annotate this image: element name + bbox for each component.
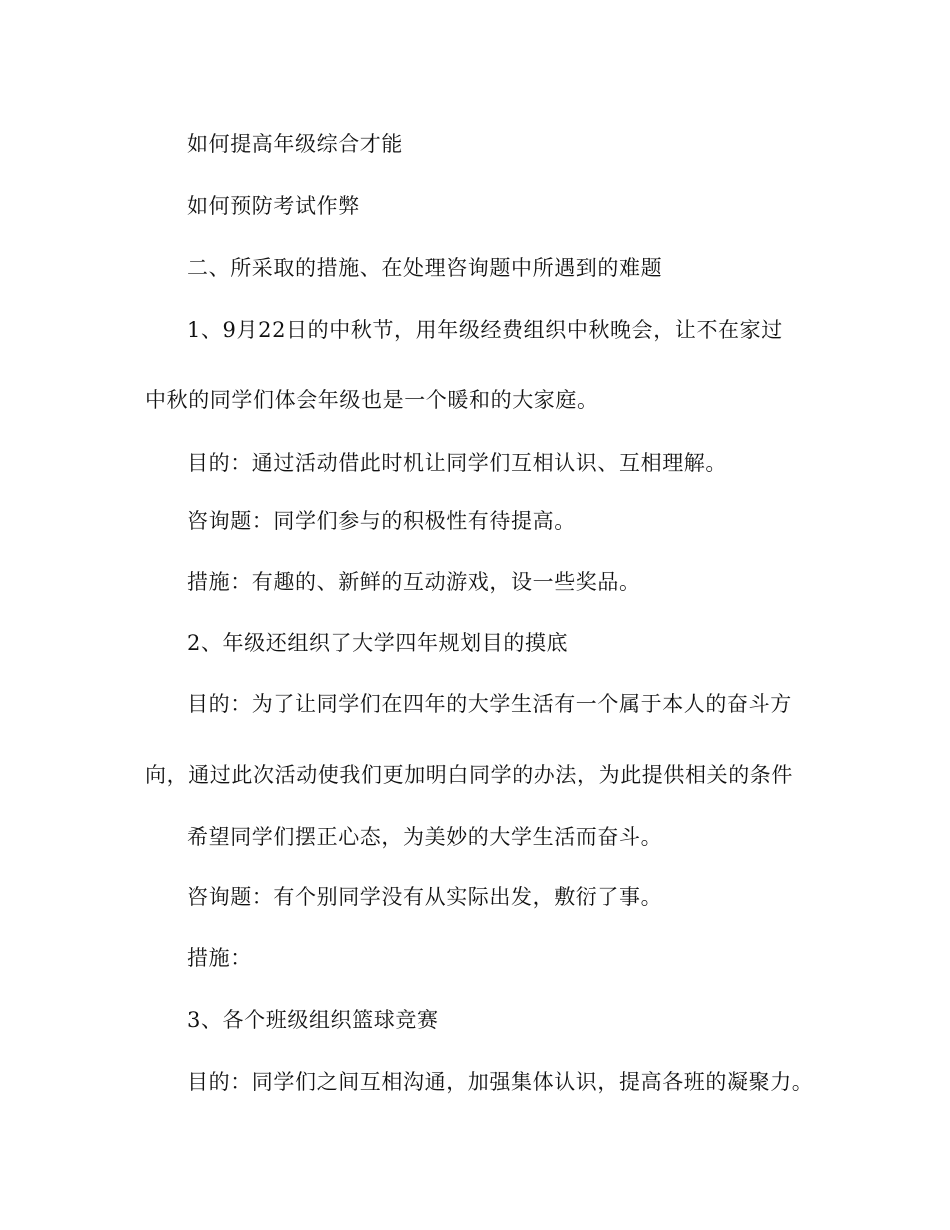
section-heading: 二、所采取的措施、在处理咨询题中所遇到的难题 bbox=[187, 256, 663, 280]
text-line: 咨询题：同学们参与的积极性有待提高。 bbox=[187, 509, 576, 533]
text-line: 目的：为了让同学们在四年的大学生活有一个属于本人的奋斗方 bbox=[187, 692, 792, 716]
text-line: 目的：通过活动借此时机让同学们互相认识、互相理解。 bbox=[187, 451, 727, 475]
text-line: 咨询题：有个别同学没有从实际出发，敷衍了事。 bbox=[187, 885, 663, 909]
text-line: 如何预防考试作弊 bbox=[187, 194, 360, 218]
text-line: 措施：有趣的、新鲜的互动游戏，设一些奖品。 bbox=[187, 570, 641, 594]
text-line: 措施： bbox=[187, 946, 252, 970]
text-line: 如何提高年级综合才能 bbox=[187, 132, 403, 156]
text-line: 向，通过此次活动使我们更加明白同学的办法，为此提供相关的条件 bbox=[145, 763, 793, 787]
text-line: 目的：同学们之间互相沟通，加强集体认识，提高各班的凝聚力。 bbox=[187, 1070, 814, 1094]
text-line: 2、年级还组织了大学四年规划目的摸底 bbox=[187, 631, 569, 655]
text-line: 1、9月22日的中秋节，用年级经费组织中秋晚会，让不在家过 bbox=[187, 318, 783, 342]
text-line: 希望同学们摆正心态，为美妙的大学生活而奋斗。 bbox=[187, 825, 663, 849]
text-line: 3、各个班级组织篮球竞赛 bbox=[187, 1008, 439, 1032]
text-line: 中秋的同学们体会年级也是一个暖和的大家庭。 bbox=[145, 388, 599, 412]
